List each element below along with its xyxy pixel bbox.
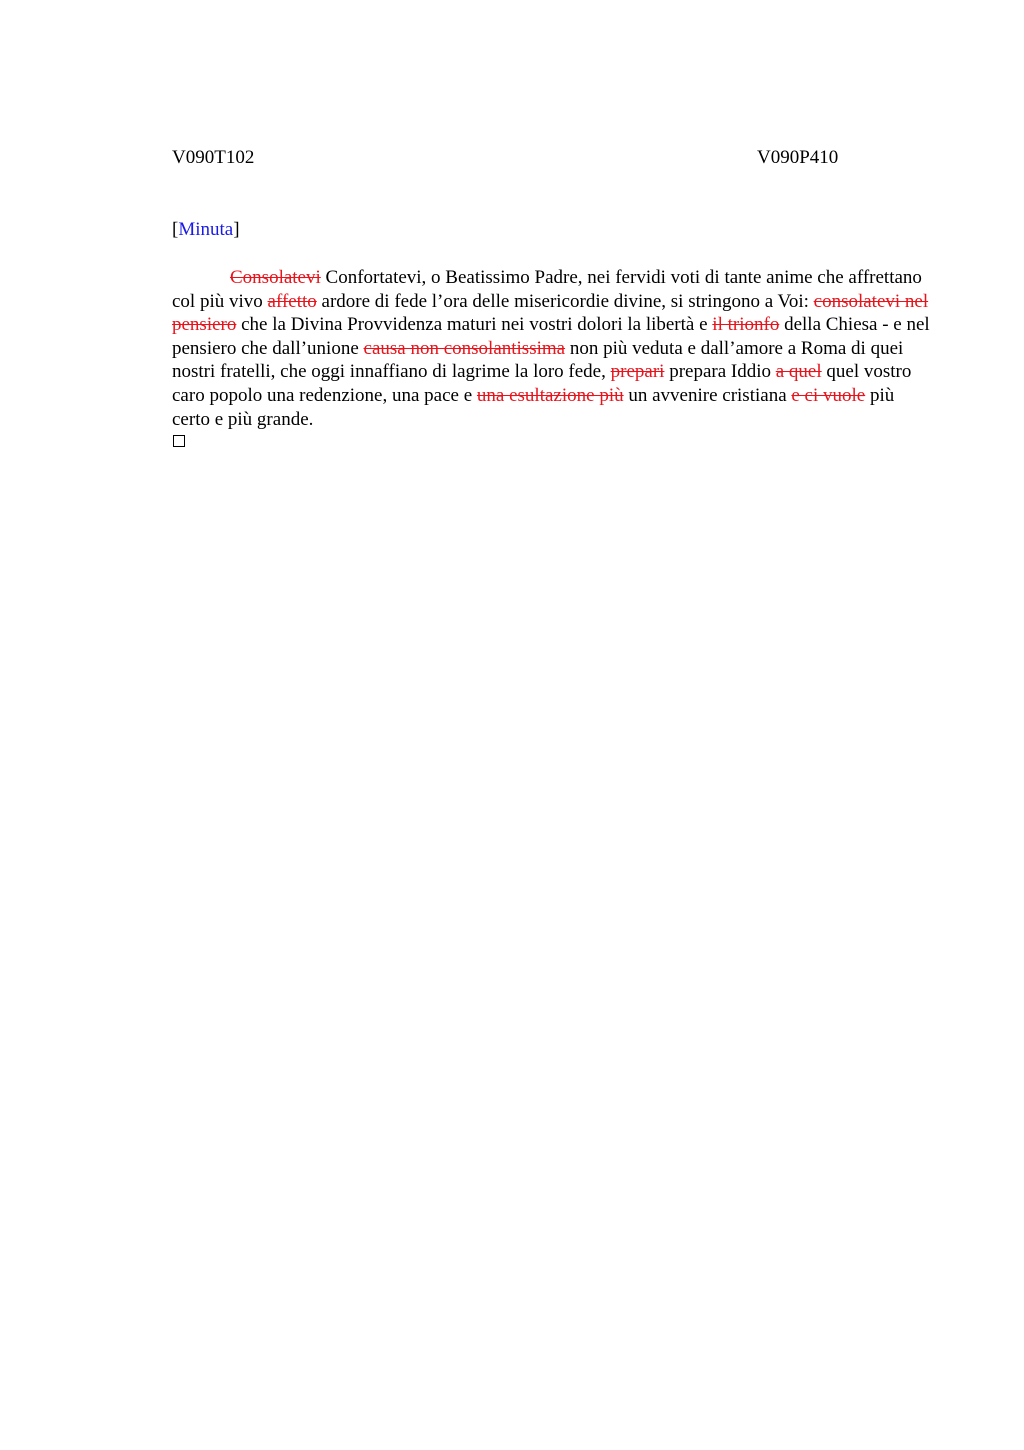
letter-body	[172, 266, 932, 431]
deleted-text-segment: causa non consolantissima	[363, 337, 566, 359]
text-segment: un avvenire cristiana	[623, 384, 792, 406]
deleted-text-segment: a quel	[775, 361, 822, 383]
text-segment: prepara Iddio	[664, 361, 776, 383]
deleted-text-segment: una esultazione più	[476, 384, 624, 406]
text-segment: Confortatevi, o Beatissimo Padre, nei fervidi voti di tante anime che affrettano col più vivo	[172, 267, 922, 312]
text-segment: non più veduta e dall’amore a Roma di quei nostri fratelli, che oggi innaffiano di lagrime la loro fede,	[172, 337, 904, 383]
deleted-text-segment: e ci vuole	[791, 384, 866, 406]
document-code-left: V090T102	[172, 147, 255, 168]
editorial-note	[172, 218, 240, 242]
bracket-open: [	[172, 219, 179, 240]
deleted-text-segment: Consolatevi	[230, 267, 321, 288]
text-segment: più certo e più grande.	[172, 384, 895, 430]
note-label-minuta: Minuta	[178, 219, 234, 240]
bracket-close: ]	[233, 219, 240, 240]
deleted-text-segment: prepari	[610, 361, 665, 383]
deleted-text-segment: affetto	[267, 290, 317, 312]
deleted-text-segment: il trionfo	[712, 314, 780, 336]
text-segment: della Chiesa - e nel pensiero che dall’unione	[172, 314, 930, 359]
text-segment: che la Divina Provvidenza maturi nei vostri dolori la libertà e	[236, 314, 713, 336]
text-segment: ardore di fede l’ora delle misericordie divine, si stringono a Voi:	[316, 290, 814, 312]
page-code-right: V090P410	[757, 147, 839, 168]
empty-square-icon	[173, 435, 185, 447]
deleted-text-segment: consolatevi nel pensiero	[172, 290, 929, 336]
text-segment: quel vostro caro popolo una redenzione, una pace e	[172, 361, 912, 406]
